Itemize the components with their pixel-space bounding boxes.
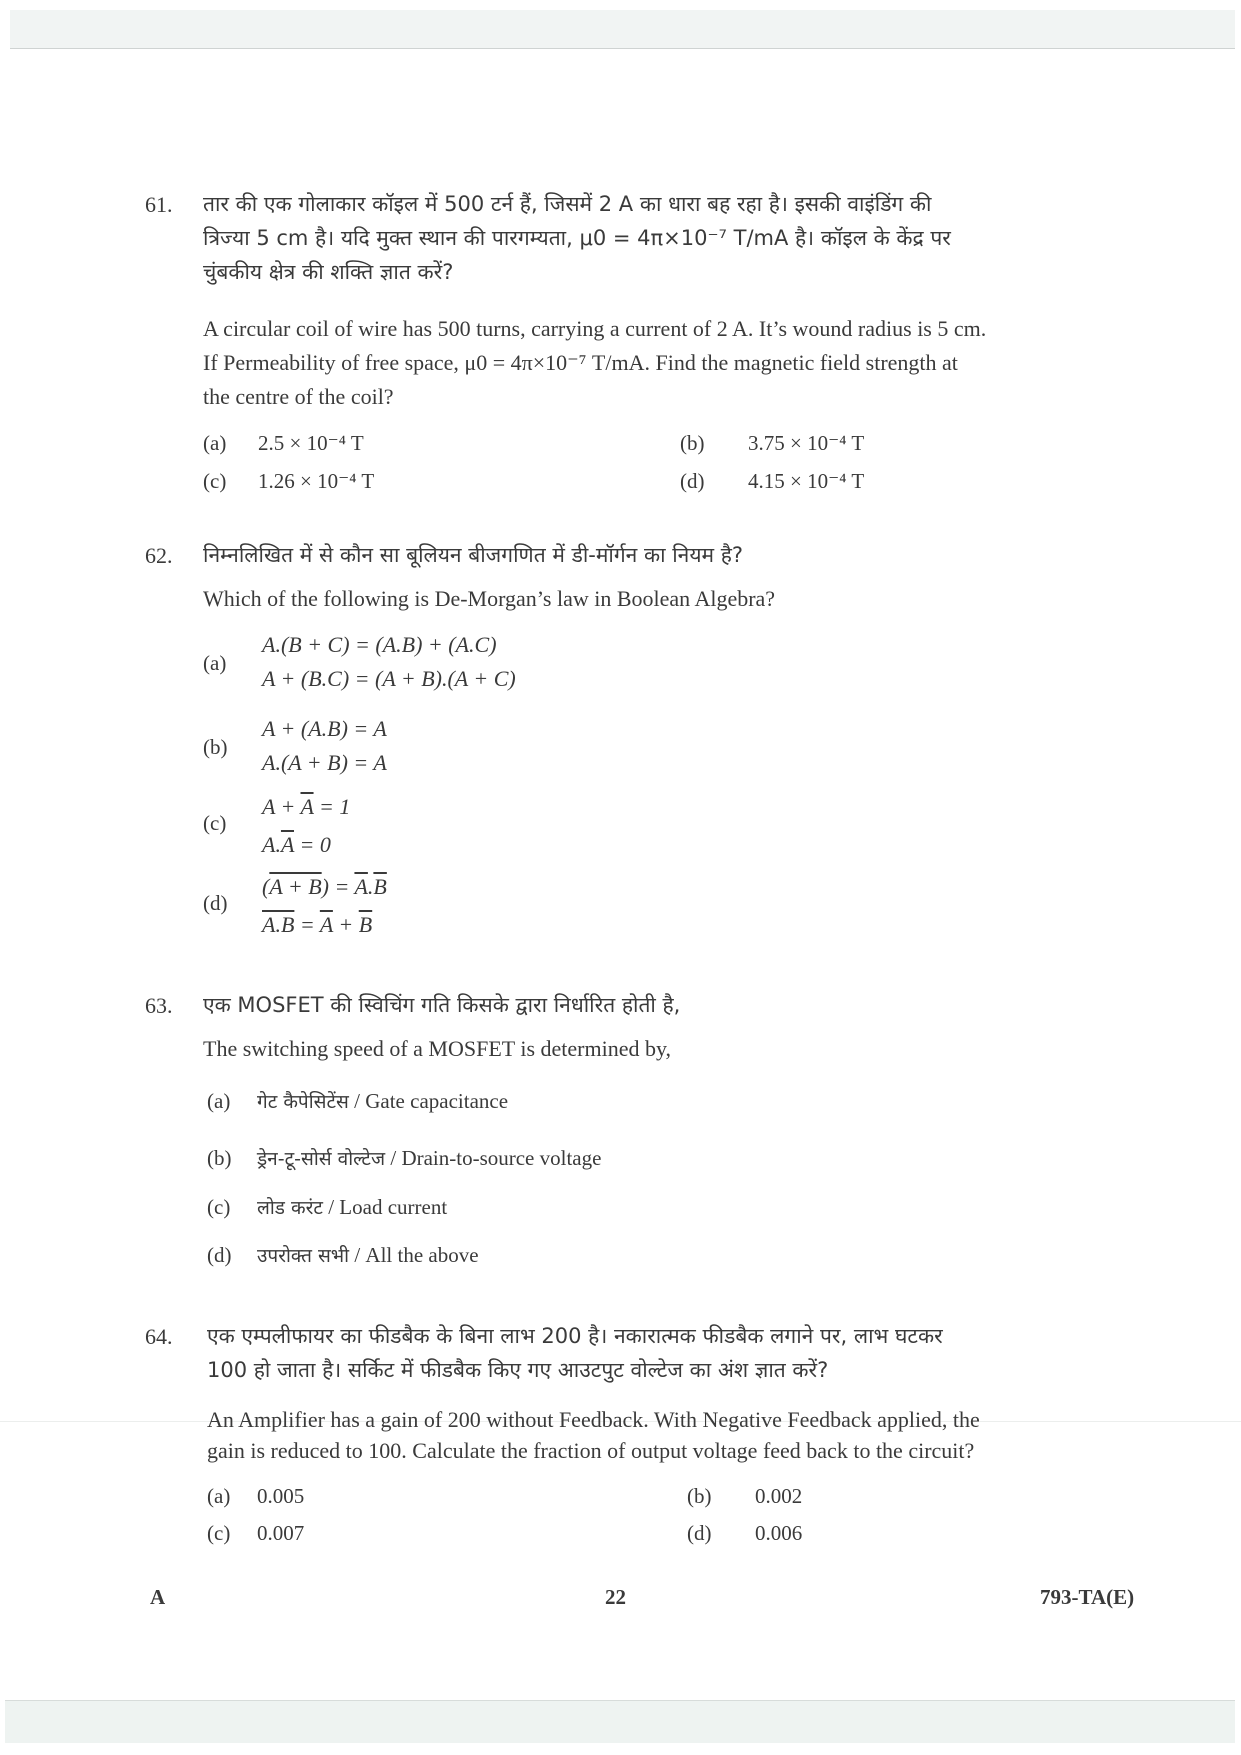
hindi-line: चुंबकीय क्षेत्र की शक्ति ज्ञात करें? [203,260,454,284]
question-text-english [207,1404,1152,1466]
question-text-hindi [207,1319,1152,1387]
equation-line: A.(A + B) = A [262,750,387,775]
option-a[interactable] [203,428,364,458]
option-label: (d) [687,1521,712,1545]
english-line: If Permeability of free space, μ0 = 4π×10⁻⁷ T/mA. Find the magnetic field strength at [203,350,958,375]
equation-line: A.(B + C) = (A.B) + (A.C) [262,632,497,657]
option-label: (b) [207,1146,232,1170]
english-line: An Amplifier has a gain of 200 without Feedback. With Negative Feedback applied, the [207,1407,980,1432]
separator: / [349,1243,366,1267]
english-line: the centre of the coil? [203,384,394,409]
equation-line: $(A + B) = \overline{A}.\overline{B}$ [262,874,387,899]
question-number: 62. [145,543,173,568]
option-a[interactable] [207,1481,304,1511]
scan-bottom-band [5,1700,1235,1743]
question-text-hindi [203,187,1148,289]
question-number: 64. [145,1324,173,1349]
option-label: (a) [203,651,227,675]
hindi-line: त्रिज्या 5 cm है। यदि मुक्त स्थान की पारगम्यता, μ0 = 4π×10⁻⁷ T/mA है। कॉइल के केंद्र पर [203,226,951,250]
hindi-line: तार की एक गोलाकार कॉइल में 500 टर्न हैं, जिसमें 2 A का धारा बह रहा है। इसकी वाइंडिंग की [203,192,932,216]
equation-line: $A + \overline{A} = 1$ [262,794,351,819]
option-text-english: Gate capacitance [365,1089,509,1113]
option-text-english: Drain-to-source voltage [401,1146,602,1170]
option-text-hindi: ड्रेन-टू-सोर्स वोल्टेज [257,1148,386,1170]
paper-code: 793-TA(E) [1040,1585,1135,1609]
option-text-hindi: लोड करंट [257,1197,323,1219]
option-a[interactable] [207,1086,508,1117]
option-text: 0.007 [257,1521,305,1545]
separator: / [385,1146,402,1170]
option-c[interactable] [207,1192,447,1223]
hindi-line: एक एम्पलीफायर का फीडबैक के बिना लाभ 200 है। नकारात्मक फीडबैक लगाने पर, लाभ घटकर [207,1324,943,1348]
option-label: (d) [203,891,228,915]
option-label: (d) [207,1243,232,1267]
option-b[interactable] [680,428,864,458]
page-number: 22 [605,1585,626,1609]
question-number: 61. [145,192,173,217]
equation-line: A + (A.B) = A [262,716,387,741]
option-label: (a) [207,1089,231,1113]
equation-line: $A.B = \overline{A} + \overline{B}$ [262,912,373,937]
option-c[interactable] [207,1518,304,1548]
question-text-english [203,312,1148,414]
option-label: (b) [687,1484,712,1508]
option-text: 1.26 × 10⁻⁴ T [258,469,375,493]
option-label: (a) [203,431,227,455]
question-text-hindi: निम्नलिखित में से कौन सा बूलियन बीजगणित में डी-मॉर्गन का नियम है? [203,543,744,567]
hindi-line: 100 हो जाता है। सर्किट में फीडबैक किए गए आउटपुट वोल्टेज का अंश ज्ञात करें? [207,1358,829,1382]
question-text-hindi: एक MOSFET की स्विचिंग गति किसके द्वारा निर्धारित होती है, [203,993,681,1017]
option-text: 0.002 [755,1484,803,1508]
option-text-hindi: उपरोक्त सभी [257,1245,350,1267]
option-text-english: All the above [365,1243,479,1267]
question-text-english: The switching speed of a MOSFET is determined by, [203,1036,672,1061]
option-text: 4.15 × 10⁻⁴ T [748,469,865,493]
option-d[interactable] [207,1240,479,1271]
option-text: 3.75 × 10⁻⁴ T [748,431,865,455]
option-c[interactable] [203,466,374,496]
option-d[interactable] [680,466,864,496]
option-text: 2.5 × 10⁻⁴ T [258,431,364,455]
option-label: (c) [203,469,227,493]
separator: / [348,1089,366,1113]
option-label: (a) [207,1484,231,1508]
scan-top-band [10,10,1235,49]
option-text-english: Load current [339,1195,448,1219]
question-number: 63. [145,993,173,1018]
option-label: (b) [203,735,228,759]
option-label: (c) [207,1195,231,1219]
option-b[interactable] [687,1481,802,1511]
option-d[interactable] [687,1518,802,1548]
option-b[interactable] [207,1143,601,1174]
equation-line: $A.\overline{A} = 0$ [262,832,331,857]
english-line: A circular coil of wire has 500 turns, carrying a current of 2 A. It’s wound radius is 5 cm. [203,316,987,341]
option-text: 0.006 [755,1521,803,1545]
option-text: 0.005 [257,1484,305,1508]
option-label: (d) [680,469,705,493]
option-label: (c) [203,811,227,835]
option-label: (c) [207,1521,231,1545]
english-line: gain is reduced to 100. Calculate the fraction of output voltage feed back to the circuit? [207,1438,975,1463]
equation-line: A + (B.C) = (A + B).(A + C) [262,666,516,691]
option-label: (b) [680,431,705,455]
separator: / [322,1195,340,1219]
option-text-hindi: गेट कैपेसिटेंस [257,1091,349,1113]
question-text-english: Which of the following is De-Morgan’s law in Boolean Algebra? [203,586,776,611]
footer-series: A [150,1585,166,1609]
